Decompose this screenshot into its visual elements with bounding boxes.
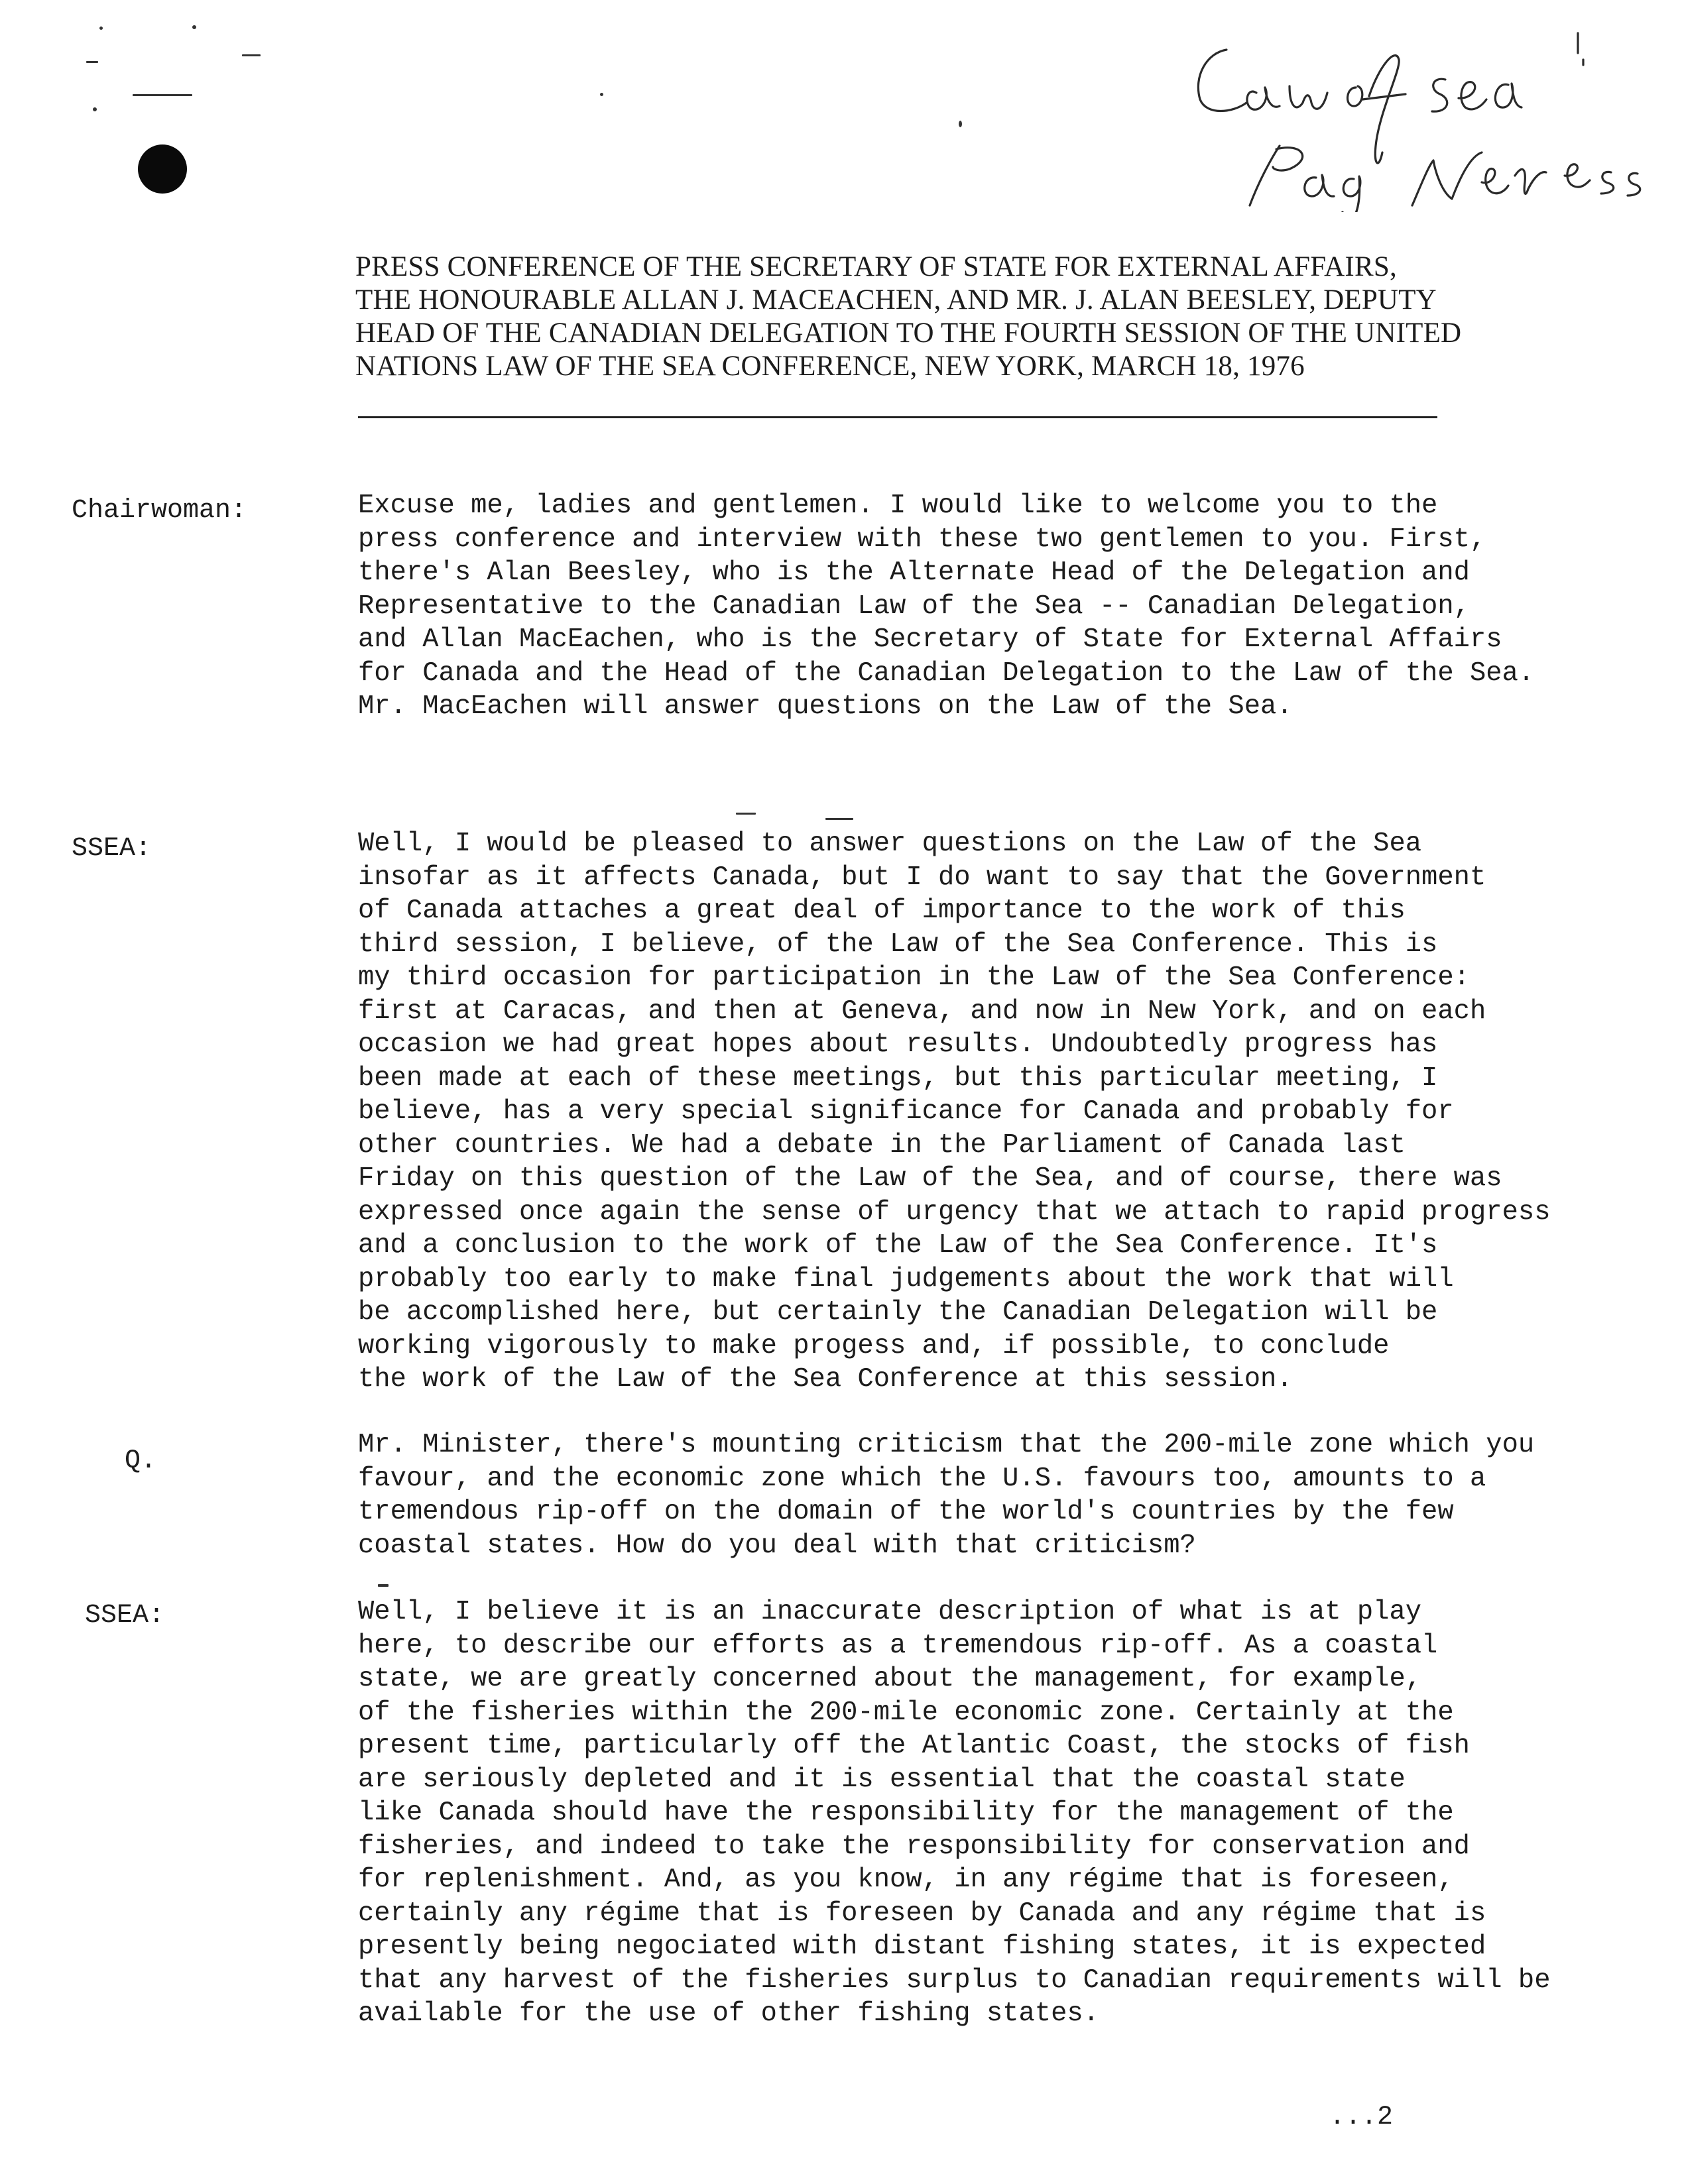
- statement-line: of the fisheries within the 200-mile economic zone. Certainly at the: [358, 1697, 1454, 1728]
- statement-line: available for the use of other fishing states.: [358, 1998, 1099, 2029]
- statement-line: insofar as it affects Canada, but I do want to say that the Government: [358, 862, 1486, 893]
- statement-line: expressed once again the sense of urgency that we attach to rapid progress: [358, 1196, 1551, 1228]
- statement-line: tremendous rip-off on the domain of the world's countries by the few: [358, 1497, 1454, 1527]
- question-text: [358, 1428, 1618, 1562]
- statement-line: state, we are greatly concerned about the management, for example,: [358, 1664, 1422, 1694]
- statement-line: and a conclusion to the work of the Law of the Sea Conference. It's: [358, 1230, 1438, 1261]
- statement-line: occasion we had great hopes about results. Undoubtedly progress has: [358, 1029, 1438, 1060]
- scan-speck: [242, 54, 261, 56]
- statement-line: be accomplished here, but certainly the Canadian Delegation will be: [358, 1297, 1438, 1328]
- statement-line: working vigorously to make progess and, if possible, to conclude: [358, 1330, 1390, 1361]
- statement-line: like Canada should have the responsibility for the management of the: [358, 1798, 1454, 1828]
- scan-speck: [959, 121, 962, 127]
- scan-speck: [378, 1584, 389, 1587]
- statement-line: Well, I believe it is an inaccurate description of what is at play: [358, 1597, 1422, 1627]
- statement-line: Well, I would be pleased to answer questions on the Law of the Sea: [358, 829, 1422, 859]
- heading-underline: [358, 416, 1437, 418]
- scan-speck: [86, 61, 98, 63]
- statement-line: press conference and interview with these two gentlemen to you. First,: [358, 524, 1486, 555]
- statement-line: there's Alan Beesley, who is the Alternate Head of the Delegation and: [358, 557, 1470, 588]
- statement-line: the work of the Law of the Sea Conference at this session.: [358, 1364, 1293, 1395]
- statement-line: certainly any régime that is foreseen by Canada and any régime that is: [358, 1898, 1486, 1929]
- statement-line: favour, and the economic zone which the U.S. favours too, amounts to a: [358, 1463, 1486, 1494]
- statement-line: are seriously depleted and it is essential that the coastal state: [358, 1764, 1406, 1795]
- scan-speck: [600, 93, 603, 96]
- handwritten-annotation: [1180, 13, 1644, 212]
- statement-line: coastal states. How do you deal with that criticism?: [358, 1530, 1196, 1561]
- statement-line: first at Caracas, and then at Geneva, and now in New York, and on each: [358, 996, 1486, 1027]
- statement-line: believe, has a very special significance for Canada and probably for: [358, 1096, 1454, 1127]
- statement-line: Mr. Minister, there's mounting criticism that the 200-mile zone which you: [358, 1430, 1535, 1460]
- statement-line: that any harvest of the fisheries surplus to Canadian requirements will be: [358, 1965, 1551, 1996]
- statement-line: been made at each of these meetings, but this particular meeting, I: [358, 1063, 1438, 1094]
- speaker-label-ssea: SSEA:: [85, 1601, 165, 1631]
- statement-line: other countries. We had a debate in the Parliament of Canada last: [358, 1129, 1406, 1161]
- statement-line: third session, I believe, of the Law of the Sea Conference. This is: [358, 929, 1438, 960]
- statement-line: Excuse me, ladies and gentlemen. I would like to welcome you to the: [358, 490, 1438, 521]
- scan-speck: [825, 818, 853, 820]
- speaker-label-question: Q.: [125, 1446, 157, 1476]
- statement-line: for replenishment. And, as you know, in any régime that is foreseen,: [358, 1865, 1454, 1895]
- heading-line: HEAD OF THE CANADIAN DELEGATION TO THE FOURTH SESSION OF THE UNITED: [355, 317, 1462, 349]
- heading-line: NATIONS LAW OF THE SEA CONFERENCE, NEW YORK, MARCH 18, 1976: [355, 351, 1305, 382]
- statement-line: Mr. MacEachen will answer questions on the Law of the Sea.: [358, 691, 1293, 722]
- scan-speck: [93, 107, 97, 111]
- page-continuation-marker: ...2: [1329, 2102, 1394, 2132]
- scan-speck: [99, 27, 103, 30]
- speaker-label-chairwoman: Chairwoman:: [72, 496, 247, 526]
- statement-line: present time, particularly off the Atlantic Coast, the stocks of fish: [358, 1731, 1470, 1761]
- statement-line: probably too early to make final judgements about the work that will: [358, 1263, 1454, 1294]
- statement-line: and Allan MacEachen, who is the Secretary of State for External Affairs: [358, 624, 1502, 655]
- punch-hole: [138, 144, 187, 194]
- speaker-label-ssea: SSEA:: [72, 834, 152, 864]
- heading-line: THE HONOURABLE ALLAN J. MACEACHEN, AND MR. J. ALAN BEESLEY, DEPUTY: [355, 284, 1437, 316]
- statement-line: my third occasion for participation in the Law of the Sea Conference:: [358, 962, 1470, 993]
- scan-speck: [192, 25, 196, 29]
- statement-line: of Canada attaches a great deal of importance to the work of this: [358, 895, 1406, 926]
- chairwoman-statement: [358, 489, 1618, 724]
- ssea-answer-2: [358, 1595, 1618, 2031]
- statement-line: Friday on this question of the Law of the Sea, and of course, there was: [358, 1163, 1502, 1194]
- document-heading: [355, 251, 1482, 383]
- scan-speck: [133, 94, 192, 96]
- scan-speck: [736, 813, 756, 815]
- statement-line: Representative to the Canadian Law of the Sea -- Canadian Delegation,: [358, 591, 1470, 622]
- statement-line: presently being negociated with distant fishing states, it is expected: [358, 1931, 1486, 1962]
- statement-line: here, to describe our efforts as a tremendous rip-off. As a coastal: [358, 1630, 1438, 1661]
- heading-line: PRESS CONFERENCE OF THE SECRETARY OF STATE FOR EXTERNAL AFFAIRS,: [355, 251, 1397, 282]
- ssea-answer-1: [358, 827, 1618, 1397]
- statement-line: for Canada and the Head of the Canadian Delegation to the Law of the Sea.: [358, 658, 1535, 689]
- statement-line: fisheries, and indeed to take the responsibility for conservation and: [358, 1831, 1470, 1862]
